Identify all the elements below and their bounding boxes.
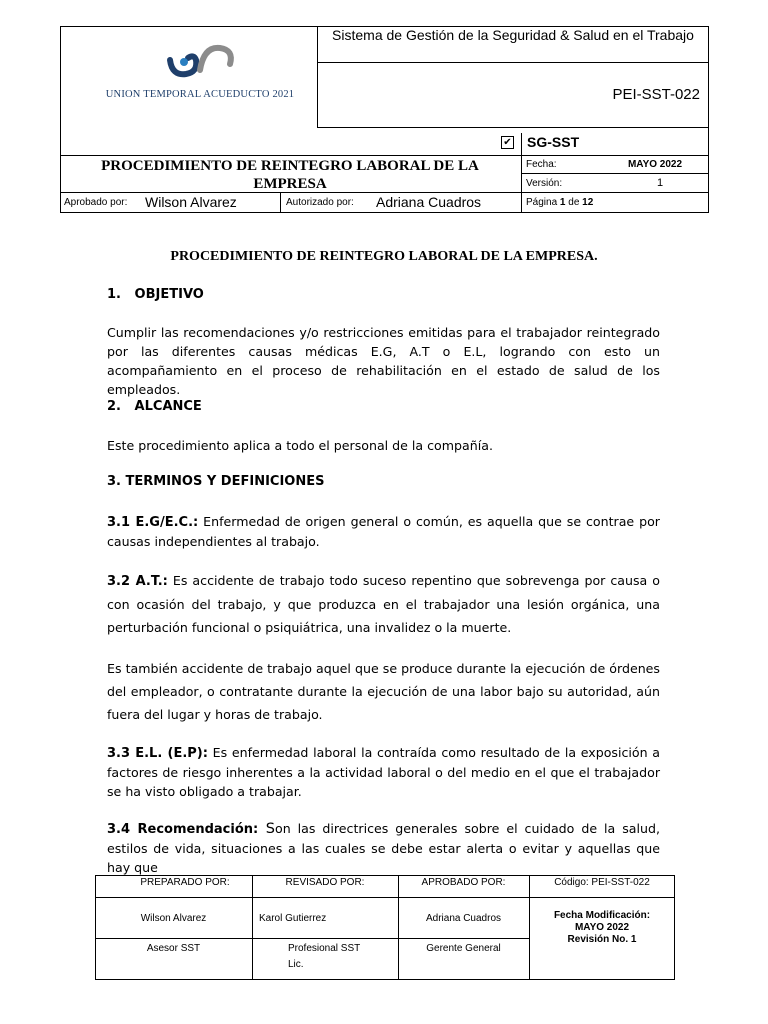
definition-eg-text: Enfermedad de origen general o común, es aquella que se contrae por causas independientes al trabajo.: [107, 514, 660, 549]
definition-el-label: 3.3 E.L. (E.P):: [107, 746, 208, 761]
aprobado-value: Wilson Alvarez: [145, 194, 237, 210]
fecha-label: Fecha:: [526, 159, 557, 170]
page-total: 12: [582, 197, 594, 208]
version-label: Versión:: [526, 178, 563, 189]
sgsst-label: SG-SST: [527, 134, 580, 150]
definition-recomendacion-text: on las directrices generales sobre el cuidado de la salud, estilos de vida, situaciones a las cuales se debe estar alerta o evitar y aquellas que hay que: [107, 821, 660, 875]
footer-codigo: Código: PEI-SST-022: [554, 877, 650, 888]
system-title: Sistema de Gestión de la Seguridad & Salud en el Trabajo: [332, 27, 694, 43]
definition-el: [107, 743, 660, 801]
footer-preparado-role: Asesor SST: [146, 943, 201, 954]
definition-eg-label: 3.1 E.G/E.C.:: [107, 515, 199, 530]
definition-recomendacion-label: 3.4 Recomendación:: [107, 822, 259, 837]
footer-revision: Revisión No. 1: [567, 934, 637, 945]
section-objetivo-heading: 1. OBJETIVO: [107, 287, 204, 302]
definition-recomendacion: [107, 819, 660, 875]
definition-recomendacion-first-letter: S: [258, 821, 276, 837]
section-objetivo-text: Cumplir las recomendaciones y/o restricciones emitidas para el trabajador reintegrado por las diferentes causas médicas E.G, A.T o E.L, logrando con esto un acompañamiento en el proceso de rehabilitación en el estado de salud de los empleados.: [107, 325, 660, 397]
definition-eg: [107, 512, 660, 551]
footer-aprobado-label: APROBADO POR:: [421, 877, 506, 888]
definition-at-label: 3.2 A.T.:: [107, 574, 168, 589]
footer-aprobado-role: Gerente General: [426, 943, 501, 954]
page-label: Página: [526, 197, 558, 208]
company-name: UNION TEMPORAL ACUEDUCTO 2021: [105, 89, 295, 100]
footer-revisado-label: REVISADO POR:: [285, 877, 365, 888]
definition-at: [107, 569, 660, 639]
footer-preparado-label: PREPARADO POR:: [140, 877, 230, 888]
footer-aprobado-name: Adriana Cuadros: [425, 913, 502, 924]
definition-at-text: Es accidente de trabajo todo suceso repentino que sobrevenga por causa o con ocasión del trabajo, y que produzca en el trabajador una lesión orgánica, una perturbación funcional o psiquiátrica, una invalidez o la muerte.: [107, 573, 661, 635]
autorizado-label: Autorizado por:: [286, 197, 354, 208]
document-title: PROCEDIMIENTO DE REINTEGRO LABORAL DE LA EMPRESA: [101, 158, 479, 192]
fecha-value: MAYO 2022: [627, 159, 683, 170]
footer-fecha-mod-label: Fecha Modificación:: [553, 910, 651, 921]
footer-revisado-name: Karol Gutierrez: [259, 913, 327, 924]
company-logo: [160, 40, 240, 84]
aprobado-label: Aprobado por:: [64, 197, 128, 208]
footer-fecha-mod-value: MAYO 2022: [574, 922, 630, 933]
section-alcance-text: Este procedimiento aplica a todo el personal de la compañía.: [107, 438, 493, 453]
autorizado-value: Adriana Cuadros: [376, 194, 482, 210]
definition-el-text: Es enfermedad laboral la contraída como resultado de la exposición a factores de riesgo inherentes a la actividad laboral o del medio en el que el trabajador se ha visto obligado a trabajar.: [107, 745, 660, 799]
definition-at-extra: Es también accidente de trabajo aquel que se produce durante la ejecución de órdenes del empleador, o contratante durante la ejecución de una labor bajo su autoridad, aún fuera del lugar y horas de trabajo.: [107, 661, 660, 722]
page-indicator: [526, 197, 593, 208]
page-of: de: [568, 197, 580, 208]
main-title: PROCEDIMIENTO DE REINTEGRO LABORAL DE LA EMPRESA.: [170, 249, 598, 264]
page-current: 1: [559, 197, 566, 208]
sgsst-checkbox[interactable]: [501, 136, 514, 149]
version-value: 1: [656, 177, 664, 189]
section-alcance-heading: 2. ALCANCE: [107, 399, 202, 414]
check-icon: ✔: [503, 137, 512, 148]
footer-preparado-name: Wilson Alvarez: [140, 913, 207, 924]
doc-code: PEI-SST-022: [612, 86, 700, 103]
footer-revisado-role: Profesional SST: [288, 943, 361, 954]
footer-revisado-role-lic: Lic.: [288, 959, 304, 970]
section-terminos-heading: 3. TERMINOS Y DEFINICIONES: [107, 474, 325, 489]
